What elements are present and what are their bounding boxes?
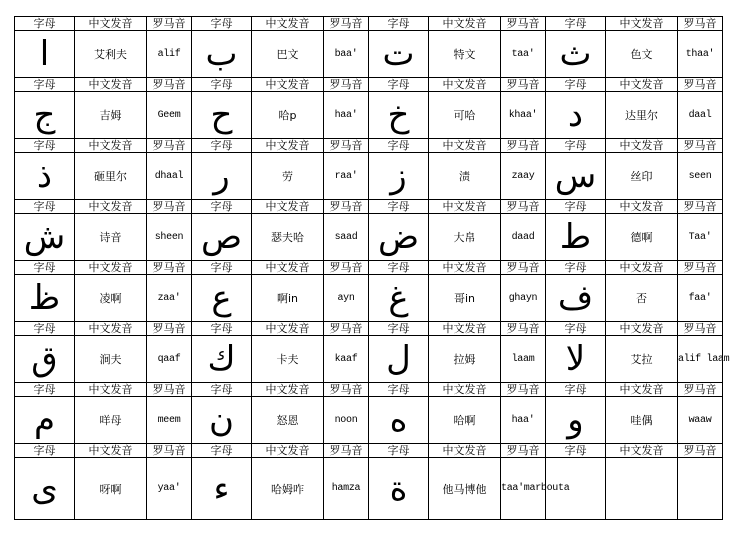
header-row: [15, 139, 723, 153]
header-row: [15, 78, 723, 92]
letter-header: 字母: [192, 444, 252, 458]
roman-pronunciation: laam: [501, 336, 546, 383]
roman-header: 罗马音: [501, 383, 546, 397]
chinese-header: 中文发音: [252, 444, 324, 458]
roman-header: 罗马音: [147, 200, 192, 214]
roman-header: 罗马音: [501, 139, 546, 153]
arabic-letter: ر: [192, 153, 252, 200]
roman-pronunciation: Taa': [678, 214, 723, 261]
roman-pronunciation: zaay: [501, 153, 546, 200]
letter-header: 字母: [192, 322, 252, 336]
arabic-letter: ق: [15, 336, 75, 383]
roman-pronunciation: ghayn: [501, 275, 546, 322]
arabic-letter: د: [546, 92, 606, 139]
chinese-header: 中文发音: [75, 17, 147, 31]
chinese-pronunciation: 他马博他: [429, 458, 501, 520]
chinese-pronunciation: [606, 458, 678, 520]
header-row: [15, 261, 723, 275]
arabic-letter: ك: [192, 336, 252, 383]
roman-pronunciation: daal: [678, 92, 723, 139]
roman-header: 罗马音: [678, 322, 723, 336]
roman-header: 罗马音: [324, 78, 369, 92]
letter-header: 字母: [192, 78, 252, 92]
chinese-header: 中文发音: [252, 17, 324, 31]
chinese-header: 中文发音: [606, 139, 678, 153]
letter-header: 字母: [15, 139, 75, 153]
roman-header: 罗马音: [147, 261, 192, 275]
roman-header: 罗马音: [147, 139, 192, 153]
roman-pronunciation: noon: [324, 397, 369, 444]
roman-pronunciation: yaa': [147, 458, 192, 520]
chinese-header: 中文发音: [252, 200, 324, 214]
arabic-letter: غ: [369, 275, 429, 322]
letter-header: 字母: [192, 261, 252, 275]
chinese-header: 中文发音: [606, 78, 678, 92]
chinese-pronunciation: 咩母: [75, 397, 147, 444]
chinese-pronunciation: 拉姆: [429, 336, 501, 383]
arabic-letter: ت: [369, 31, 429, 78]
letter-header: 字母: [192, 200, 252, 214]
roman-header: 罗马音: [678, 139, 723, 153]
chinese-header: 中文发音: [606, 261, 678, 275]
roman-pronunciation: haa': [324, 92, 369, 139]
letter-row: [15, 397, 723, 444]
chinese-header: 中文发音: [429, 139, 501, 153]
roman-header: 罗马音: [678, 444, 723, 458]
roman-pronunciation: saad: [324, 214, 369, 261]
letter-header: 字母: [369, 261, 429, 275]
roman-header: 罗马音: [324, 322, 369, 336]
roman-header: 罗马音: [678, 261, 723, 275]
letter-header: 字母: [15, 322, 75, 336]
chinese-pronunciation: 德啊: [606, 214, 678, 261]
roman-header: 罗马音: [147, 444, 192, 458]
arabic-letter: ه: [369, 397, 429, 444]
chinese-pronunciation: 艾拉: [606, 336, 678, 383]
chinese-pronunciation: 呀啊: [75, 458, 147, 520]
letter-header: 字母: [546, 383, 606, 397]
letter-header: 字母: [15, 78, 75, 92]
table-body: [15, 16, 730, 520]
roman-pronunciation: taa'marbouta: [501, 458, 546, 520]
chinese-header: 中文发音: [75, 78, 147, 92]
letter-header: 字母: [546, 78, 606, 92]
chinese-header: 中文发音: [606, 383, 678, 397]
arabic-letter: س: [546, 153, 606, 200]
letter-header: 字母: [546, 17, 606, 31]
arabic-letter: ض: [369, 214, 429, 261]
roman-pronunciation: seen: [678, 153, 723, 200]
arabic-letter: م: [15, 397, 75, 444]
chinese-header: 中文发音: [429, 444, 501, 458]
letter-header: 字母: [192, 383, 252, 397]
chinese-header: 中文发音: [606, 200, 678, 214]
arabic-letter: ث: [546, 31, 606, 78]
header-row: [15, 200, 723, 214]
roman-header: 罗马音: [501, 17, 546, 31]
letter-header: 字母: [15, 200, 75, 214]
chinese-pronunciation: 诗音: [75, 214, 147, 261]
roman-header: 罗马音: [324, 261, 369, 275]
chinese-header: 中文发音: [429, 17, 501, 31]
letter-header: 字母: [546, 139, 606, 153]
letter-header: 字母: [546, 200, 606, 214]
roman-pronunciation: ayn: [324, 275, 369, 322]
arabic-letter: ش: [15, 214, 75, 261]
roman-pronunciation: khaa': [501, 92, 546, 139]
chinese-pronunciation: 哇偶: [606, 397, 678, 444]
roman-pronunciation: dhaal: [147, 153, 192, 200]
roman-pronunciation: haa': [501, 397, 546, 444]
chinese-pronunciation: 哈p: [252, 92, 324, 139]
header-row: [15, 444, 723, 458]
chinese-header: 中文发音: [429, 383, 501, 397]
roman-header: 罗马音: [678, 17, 723, 31]
chinese-header: 中文发音: [252, 261, 324, 275]
chinese-pronunciation: 艾利夫: [75, 31, 147, 78]
roman-pronunciation: zaa': [147, 275, 192, 322]
roman-header: 罗马音: [324, 17, 369, 31]
chinese-header: 中文发音: [75, 444, 147, 458]
roman-header: 罗马音: [501, 322, 546, 336]
chinese-pronunciation: 可哈: [429, 92, 501, 139]
arabic-letter: ف: [546, 275, 606, 322]
roman-header: 罗马音: [678, 200, 723, 214]
arabic-letter: ل: [369, 336, 429, 383]
arabic-alphabet-table: [14, 16, 730, 520]
arabic-letter: ط: [546, 214, 606, 261]
arabic-letter: لا: [546, 336, 606, 383]
roman-pronunciation: kaaf: [324, 336, 369, 383]
header-row: [15, 17, 723, 31]
arabic-letter: ج: [15, 92, 75, 139]
letter-header: 字母: [369, 383, 429, 397]
chinese-pronunciation: 砸里尔: [75, 153, 147, 200]
letter-header: 字母: [15, 444, 75, 458]
chinese-header: 中文发音: [252, 139, 324, 153]
roman-header: 罗马音: [678, 78, 723, 92]
roman-header: 罗马音: [147, 78, 192, 92]
chinese-pronunciation: 达里尔: [606, 92, 678, 139]
arabic-letter: ذ: [15, 153, 75, 200]
roman-header: 罗马音: [678, 383, 723, 397]
roman-header: 罗马音: [501, 444, 546, 458]
arabic-letter: ا: [15, 31, 75, 78]
letter-header: 字母: [192, 139, 252, 153]
letter-header: 字母: [369, 322, 429, 336]
arabic-letter: ء: [192, 458, 252, 520]
arabic-letter: ب: [192, 31, 252, 78]
letter-header: 字母: [369, 139, 429, 153]
roman-pronunciation: hamza: [324, 458, 369, 520]
letter-row: [15, 336, 723, 383]
letter-row: [15, 31, 723, 78]
roman-header: 罗马音: [324, 383, 369, 397]
chinese-header: 中文发音: [429, 261, 501, 275]
roman-pronunciation: raa': [324, 153, 369, 200]
arabic-letter: ع: [192, 275, 252, 322]
roman-pronunciation: [678, 458, 723, 520]
chinese-pronunciation: 凌啊: [75, 275, 147, 322]
roman-pronunciation: thaa': [678, 31, 723, 78]
roman-pronunciation: qaaf: [147, 336, 192, 383]
letter-row: [15, 214, 723, 261]
letter-header: 字母: [369, 444, 429, 458]
letter-row: [15, 275, 723, 322]
chinese-pronunciation: 特文: [429, 31, 501, 78]
arabic-letter: ة: [369, 458, 429, 520]
roman-header: 罗马音: [324, 139, 369, 153]
letter-header: 字母: [546, 322, 606, 336]
arabic-letter: ز: [369, 153, 429, 200]
alphabet-table-container: [14, 16, 730, 520]
arabic-letter: ظ: [15, 275, 75, 322]
letter-header: 字母: [546, 444, 606, 458]
roman-pronunciation: meem: [147, 397, 192, 444]
chinese-pronunciation: 巴文: [252, 31, 324, 78]
chinese-pronunciation: 色文: [606, 31, 678, 78]
chinese-pronunciation: 怒恩: [252, 397, 324, 444]
chinese-header: 中文发音: [606, 322, 678, 336]
arabic-letter: ح: [192, 92, 252, 139]
letter-row: [15, 458, 723, 520]
chinese-header: 中文发音: [429, 322, 501, 336]
arabic-letter: ص: [192, 214, 252, 261]
arabic-letter: ن: [192, 397, 252, 444]
chinese-pronunciation: 涧夫: [75, 336, 147, 383]
chinese-pronunciation: 吉姆: [75, 92, 147, 139]
arabic-letter: و: [546, 397, 606, 444]
chinese-pronunciation: 哈姆咋: [252, 458, 324, 520]
letter-header: 字母: [369, 17, 429, 31]
chinese-header: 中文发音: [429, 78, 501, 92]
roman-header: 罗马音: [324, 444, 369, 458]
chinese-pronunciation: 卡夫: [252, 336, 324, 383]
letter-row: [15, 92, 723, 139]
chinese-header: 中文发音: [75, 139, 147, 153]
roman-header: 罗马音: [501, 200, 546, 214]
chinese-pronunciation: 大帛: [429, 214, 501, 261]
arabic-letter: خ: [369, 92, 429, 139]
roman-pronunciation: taa': [501, 31, 546, 78]
roman-pronunciation: Geem: [147, 92, 192, 139]
chinese-header: 中文发音: [252, 383, 324, 397]
header-row: [15, 383, 723, 397]
chinese-pronunciation: 啊in: [252, 275, 324, 322]
letter-header: 字母: [546, 261, 606, 275]
roman-pronunciation: waaw: [678, 397, 723, 444]
roman-pronunciation: daad: [501, 214, 546, 261]
roman-header: 罗马音: [501, 261, 546, 275]
chinese-header: 中文发音: [606, 444, 678, 458]
chinese-pronunciation: 否: [606, 275, 678, 322]
letter-header: 字母: [15, 383, 75, 397]
chinese-header: 中文发音: [252, 78, 324, 92]
header-row: [15, 322, 723, 336]
roman-pronunciation: baa': [324, 31, 369, 78]
chinese-pronunciation: 丝印: [606, 153, 678, 200]
letter-row: [15, 153, 723, 200]
roman-header: 罗马音: [147, 322, 192, 336]
letter-header: 字母: [15, 261, 75, 275]
chinese-header: 中文发音: [75, 322, 147, 336]
roman-pronunciation: alif laam: [678, 336, 723, 383]
chinese-pronunciation: 渍: [429, 153, 501, 200]
roman-pronunciation: sheen: [147, 214, 192, 261]
chinese-header: 中文发音: [75, 200, 147, 214]
chinese-header: 中文发音: [606, 17, 678, 31]
chinese-header: 中文发音: [75, 261, 147, 275]
letter-header: 字母: [369, 78, 429, 92]
roman-pronunciation: alif: [147, 31, 192, 78]
arabic-letter: ى: [15, 458, 75, 520]
chinese-header: 中文发音: [252, 322, 324, 336]
chinese-pronunciation: 劳: [252, 153, 324, 200]
roman-header: 罗马音: [147, 17, 192, 31]
chinese-pronunciation: 哈啊: [429, 397, 501, 444]
chinese-pronunciation: 哥in: [429, 275, 501, 322]
letter-header: 字母: [15, 17, 75, 31]
roman-pronunciation: faa': [678, 275, 723, 322]
letter-header: 字母: [369, 200, 429, 214]
chinese-pronunciation: 瑟夫哈: [252, 214, 324, 261]
chinese-header: 中文发音: [429, 200, 501, 214]
chinese-header: 中文发音: [75, 383, 147, 397]
roman-header: 罗马音: [147, 383, 192, 397]
roman-header: 罗马音: [501, 78, 546, 92]
roman-header: 罗马音: [324, 200, 369, 214]
letter-header: 字母: [192, 17, 252, 31]
